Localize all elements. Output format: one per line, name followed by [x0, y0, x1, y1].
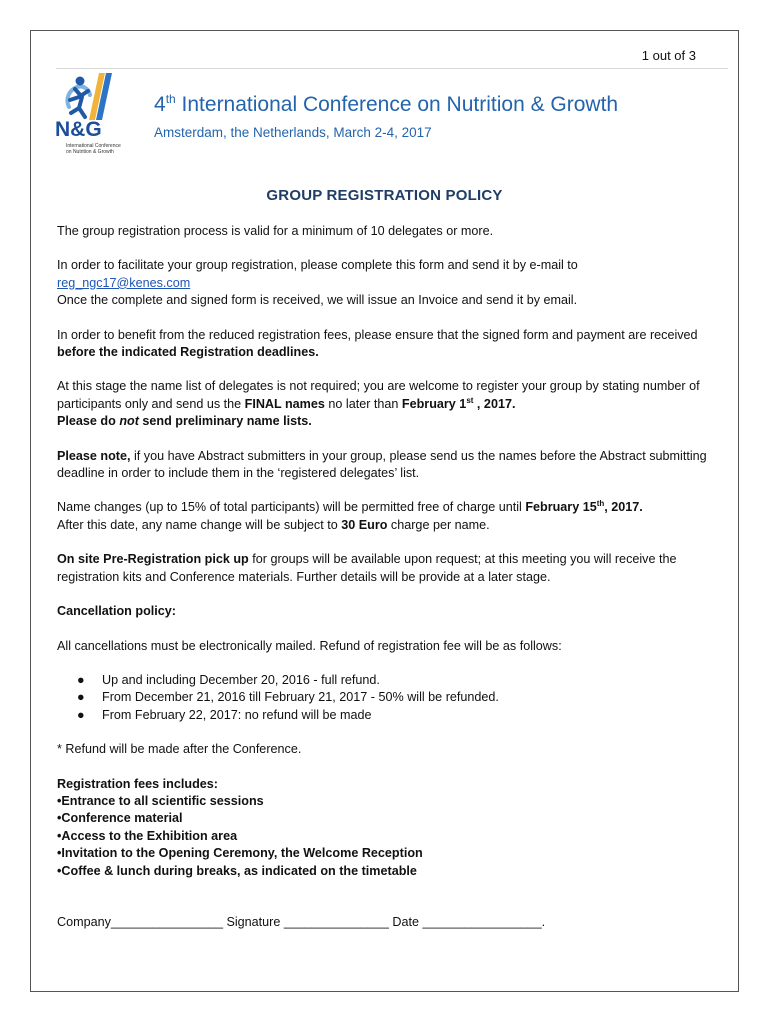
- header-divider: [56, 68, 728, 69]
- bullet-icon: ●: [77, 672, 85, 687]
- page-title: GROUP REGISTRATION POLICY: [266, 187, 503, 204]
- conference-subtitle: Amsterdam, the Netherlands, March 2-4, 2017: [154, 125, 432, 140]
- signature-line[interactable]: Company________________ Signature _______________ Date _________________.: [57, 914, 546, 929]
- refund-list: [57, 672, 707, 724]
- list-item: ● From February 22, 2017: no refund will be made: [57, 707, 707, 724]
- paragraph-name-changes: Name changes (up to 15% of total participants) will be permitted free of charge until February 15th, 2017. After this date, any name change will be subject to 30 Euro charge per name.: [57, 499, 643, 532]
- list-item: •Invitation to the Opening Ceremony, the Welcome Reception: [57, 846, 423, 861]
- page-number: 1 out of 3: [641, 48, 696, 63]
- conference-title: 4th International Conference on Nutrition & Growth: [154, 92, 619, 116]
- bullet-icon: ●: [77, 690, 85, 705]
- svg-text:on Nutrition & Growth: on Nutrition & Growth: [66, 149, 114, 155]
- email-link[interactable]: reg_ngc17@kenes.com: [57, 275, 191, 290]
- fees-includes: [57, 776, 707, 880]
- includes-heading: Registration fees includes:: [57, 776, 218, 791]
- list-item: •Access to the Exhibition area: [57, 828, 238, 843]
- list-item: ● From December 21, 2016 till February 21, 2017 - 50% will be refunded.: [57, 689, 707, 706]
- paragraph-email: In order to facilitate your group registration, please complete this form and send it by e-mail to reg_ngc17@kenes.com Once the complete and signed form is received, we will issue an Invoice and send it by email.: [57, 258, 578, 308]
- list-item: •Conference material: [57, 811, 183, 826]
- document-body: [57, 223, 707, 931]
- paragraph-deadlines: In order to benefit from the reduced registration fees, please ensure that the signed form and payment are received before the indicated Registration deadlines.: [57, 327, 698, 360]
- paragraph-pickup: On site Pre-Registration pick up for groups will be available upon request; at this meeting you will receive the registration kits and Conference materials. Further details will be provide at a later stage.: [57, 552, 677, 584]
- cancellation-text: All cancellations must be electronically mailed. Refund of registration fee will be as follows:: [57, 638, 562, 653]
- cancellation-heading: Cancellation policy:: [57, 604, 176, 619]
- list-item: •Coffee & lunch during breaks, as indicated on the timetable: [57, 863, 417, 878]
- svg-text:International Conference: International Conference: [66, 143, 121, 149]
- paragraph-minimum: The group registration process is valid for a minimum of 10 delegates or more.: [57, 224, 494, 238]
- svg-text:N&G: N&G: [55, 118, 102, 141]
- bullet-icon: ●: [77, 707, 85, 722]
- paragraph-abstract-note: Please note, if you have Abstract submitters in your group, please send us the names before the Abstract submitting deadline in order to include them in the ‘registered delegates’ list.: [57, 448, 707, 481]
- refund-note: * Refund will be made after the Conference.: [57, 742, 302, 757]
- list-item: •Entrance to all scientific sessions: [57, 793, 264, 808]
- document-page: [30, 30, 739, 992]
- list-item: ● Up and including December 20, 2016 - full refund.: [57, 672, 707, 689]
- ng-logo: [55, 73, 133, 157]
- paragraph-name-list: At this stage the name list of delegates is not required; you are welcome to register your group by stating number of participants only and send us the FINAL names no later than February 1st , 2017. Please do not send preliminary name lists.: [57, 379, 700, 429]
